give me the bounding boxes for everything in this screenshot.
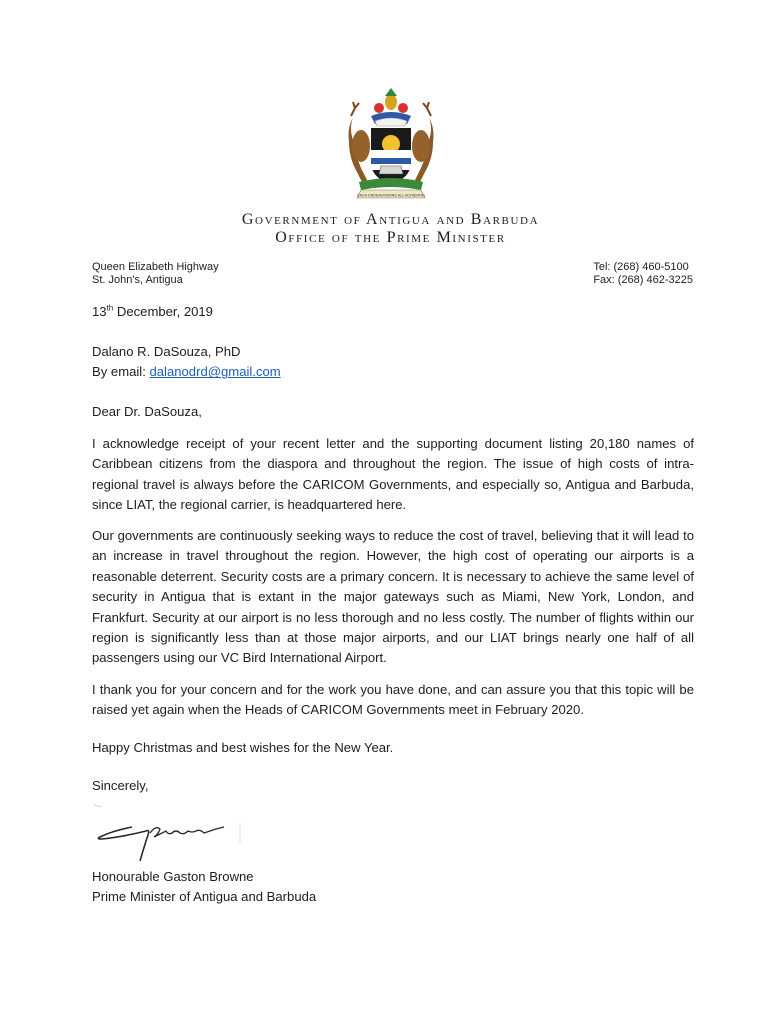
body-paragraph-1: I acknowledge receipt of your recent letter and the supporting document listing 20,180 names of Caribbean citizens from the diaspora and throughout the region. The issue of high costs of intra-regional travel is always before the CARICOM Governments, and especially so, Antigua and Barbuda, since LIAT, the regional carrier, is headquartered here. (92, 436, 694, 513)
recipient-block (92, 342, 694, 383)
closing-wishes: Happy Christmas and best wishes for the New Year. (92, 740, 394, 755)
office-address (92, 261, 219, 287)
date-day: 13 (92, 304, 107, 319)
date-rest: December, 2019 (113, 304, 213, 319)
body-paragraph-2: Our governments are continuously seeking ways to reduce the cost of travel, believing that it will lead to an increase in travel throughout the region. However, the high cost of operating our airports is a reasonable deterrent. Security costs are a primary concern. It is necessary to achieve the same level of security in Antigua that is extant in the major gateways such as Miami, New York, London, and Frankfurt. Security at our airport is no less thorough and no less costly. The number of flights within our region is significantly less than at those major airports, and our LIAT brings nearly one half of all passengers using our VC Bird International Airport. (92, 528, 694, 666)
contact-fax: Fax: (268) 462-3225 (593, 274, 693, 286)
body-paragraph-3: I thank you for your concern and for the work you have done, and can assure you that this topic will be raised yet again when the Heads of CARICOM Governments meet in February 2020. (92, 682, 694, 718)
recipient-name: Dalano R. DaSouza, PhD (92, 344, 241, 359)
handwritten-signature (92, 803, 242, 865)
date-suffix: th (106, 303, 114, 313)
signatory-block (92, 867, 694, 908)
crest-motto: EACH ENDEAVOURING ALL ACHIEVING (357, 193, 425, 198)
office-contact (593, 261, 693, 287)
signatory-name: Honourable Gaston Browne (92, 869, 254, 884)
email-prefix: By email: (92, 364, 150, 380)
government-heading: Government of Antigua and Barbuda (241, 211, 540, 228)
recipient-email-line (92, 362, 694, 382)
office-heading: Office of the Prime Minister (275, 229, 506, 246)
address-street: Queen Elizabeth Highway (92, 261, 219, 273)
closing-signoff: Sincerely, (92, 778, 149, 793)
salutation: Dear Dr. DaSouza, (92, 404, 202, 419)
signatory-title: Prime Minister of Antigua and Barbuda (92, 889, 317, 905)
contact-tel: Tel: (268) 460-5100 (593, 261, 689, 273)
address-city: St. John's, Antigua (92, 274, 183, 286)
recipient-email-link[interactable]: dalanodrd@gmail.com (149, 364, 281, 380)
coat-of-arms-icon (341, 88, 441, 200)
letter-date (92, 302, 694, 322)
